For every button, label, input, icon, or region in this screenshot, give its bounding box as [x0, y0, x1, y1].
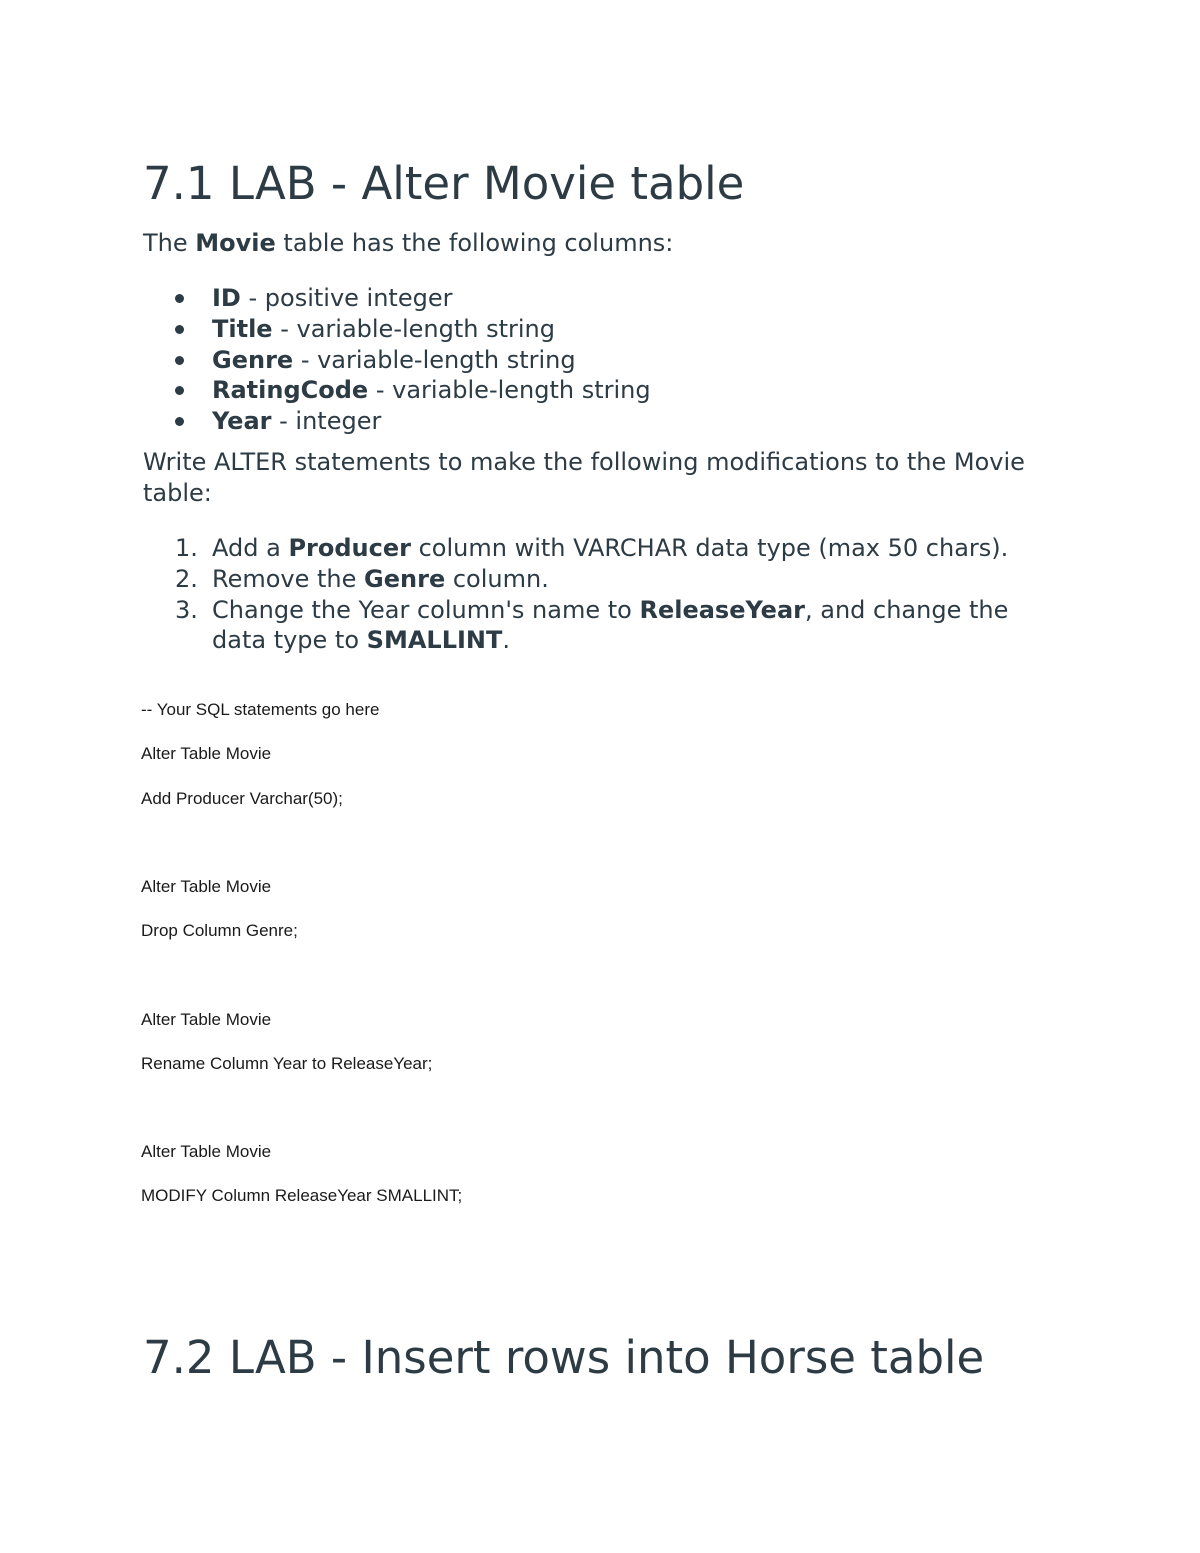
modification-item-3 — [143, 595, 1053, 657]
instruction-paragraph: Write ALTER statements to make the following modifications to the Movie table: — [143, 448, 1025, 507]
column-desc: - integer — [271, 407, 382, 436]
column-list — [143, 283, 651, 437]
mod-bold: Genre — [364, 564, 446, 593]
intro-text-before: The — [143, 229, 196, 257]
bullet-icon — [175, 356, 184, 365]
bullet-icon — [175, 325, 184, 334]
column-item-ratingcode — [143, 375, 651, 406]
mod-text: Change the Year column's name to — [212, 595, 640, 624]
modification-item-1 — [143, 533, 1053, 564]
sql-line: Drop Column Genre; — [141, 921, 298, 940]
modification-item-2 — [143, 564, 1053, 595]
mod-bold: ReleaseYear — [639, 595, 805, 624]
column-name: Genre — [212, 345, 294, 374]
column-item-genre — [143, 345, 651, 376]
column-name: RatingCode — [212, 376, 369, 405]
bullet-icon — [175, 294, 184, 303]
column-desc: - variable-length string — [293, 345, 576, 374]
list-number: 1. — [175, 534, 198, 562]
column-item-year — [143, 406, 651, 437]
column-name: Year — [212, 407, 272, 436]
column-name: Title — [212, 314, 273, 343]
bullet-icon — [175, 386, 184, 395]
mod-text: . — [502, 626, 511, 655]
mod-bold: Producer — [288, 534, 411, 562]
sql-line: Add Producer Varchar(50); — [141, 789, 343, 808]
column-desc: - positive integer — [240, 284, 453, 312]
column-desc: - variable-length string — [368, 376, 651, 405]
intro-paragraph — [143, 228, 673, 259]
modification-list — [143, 533, 1053, 656]
sql-line: Alter Table Movie — [141, 877, 272, 896]
mod-bold: SMALLINT — [366, 626, 503, 655]
mod-text: Add a — [212, 534, 289, 562]
section-title-7-1: 7.1 LAB - Alter Movie table — [143, 157, 745, 210]
intro-table-name: Movie — [195, 229, 276, 257]
mod-text: Remove the — [212, 564, 365, 593]
sql-line: Alter Table Movie — [141, 744, 272, 763]
bullet-icon — [175, 417, 184, 426]
sql-line: MODIFY Column ReleaseYear SMALLINT; — [141, 1186, 463, 1205]
column-desc: - variable-length string — [272, 314, 555, 343]
sql-comment: -- Your SQL statements go here — [141, 700, 380, 719]
section-title-7-2: 7.2 LAB - Insert rows into Horse table — [143, 1331, 985, 1384]
sql-line: Alter Table Movie — [141, 1010, 272, 1029]
mod-text: column with VARCHAR data type (max 50 chars). — [410, 534, 1009, 562]
column-name: ID — [212, 284, 241, 312]
sql-line: Rename Column Year to ReleaseYear; — [141, 1054, 433, 1073]
intro-text-after: table has the following columns: — [275, 229, 674, 257]
list-number: 3. — [175, 595, 198, 624]
mod-text: column. — [445, 564, 549, 593]
list-number: 2. — [175, 564, 198, 593]
column-item-id — [143, 283, 651, 314]
mod-text: , and change the data type to — [212, 595, 1009, 655]
column-item-title — [143, 314, 651, 345]
sql-line: Alter Table Movie — [141, 1142, 272, 1161]
